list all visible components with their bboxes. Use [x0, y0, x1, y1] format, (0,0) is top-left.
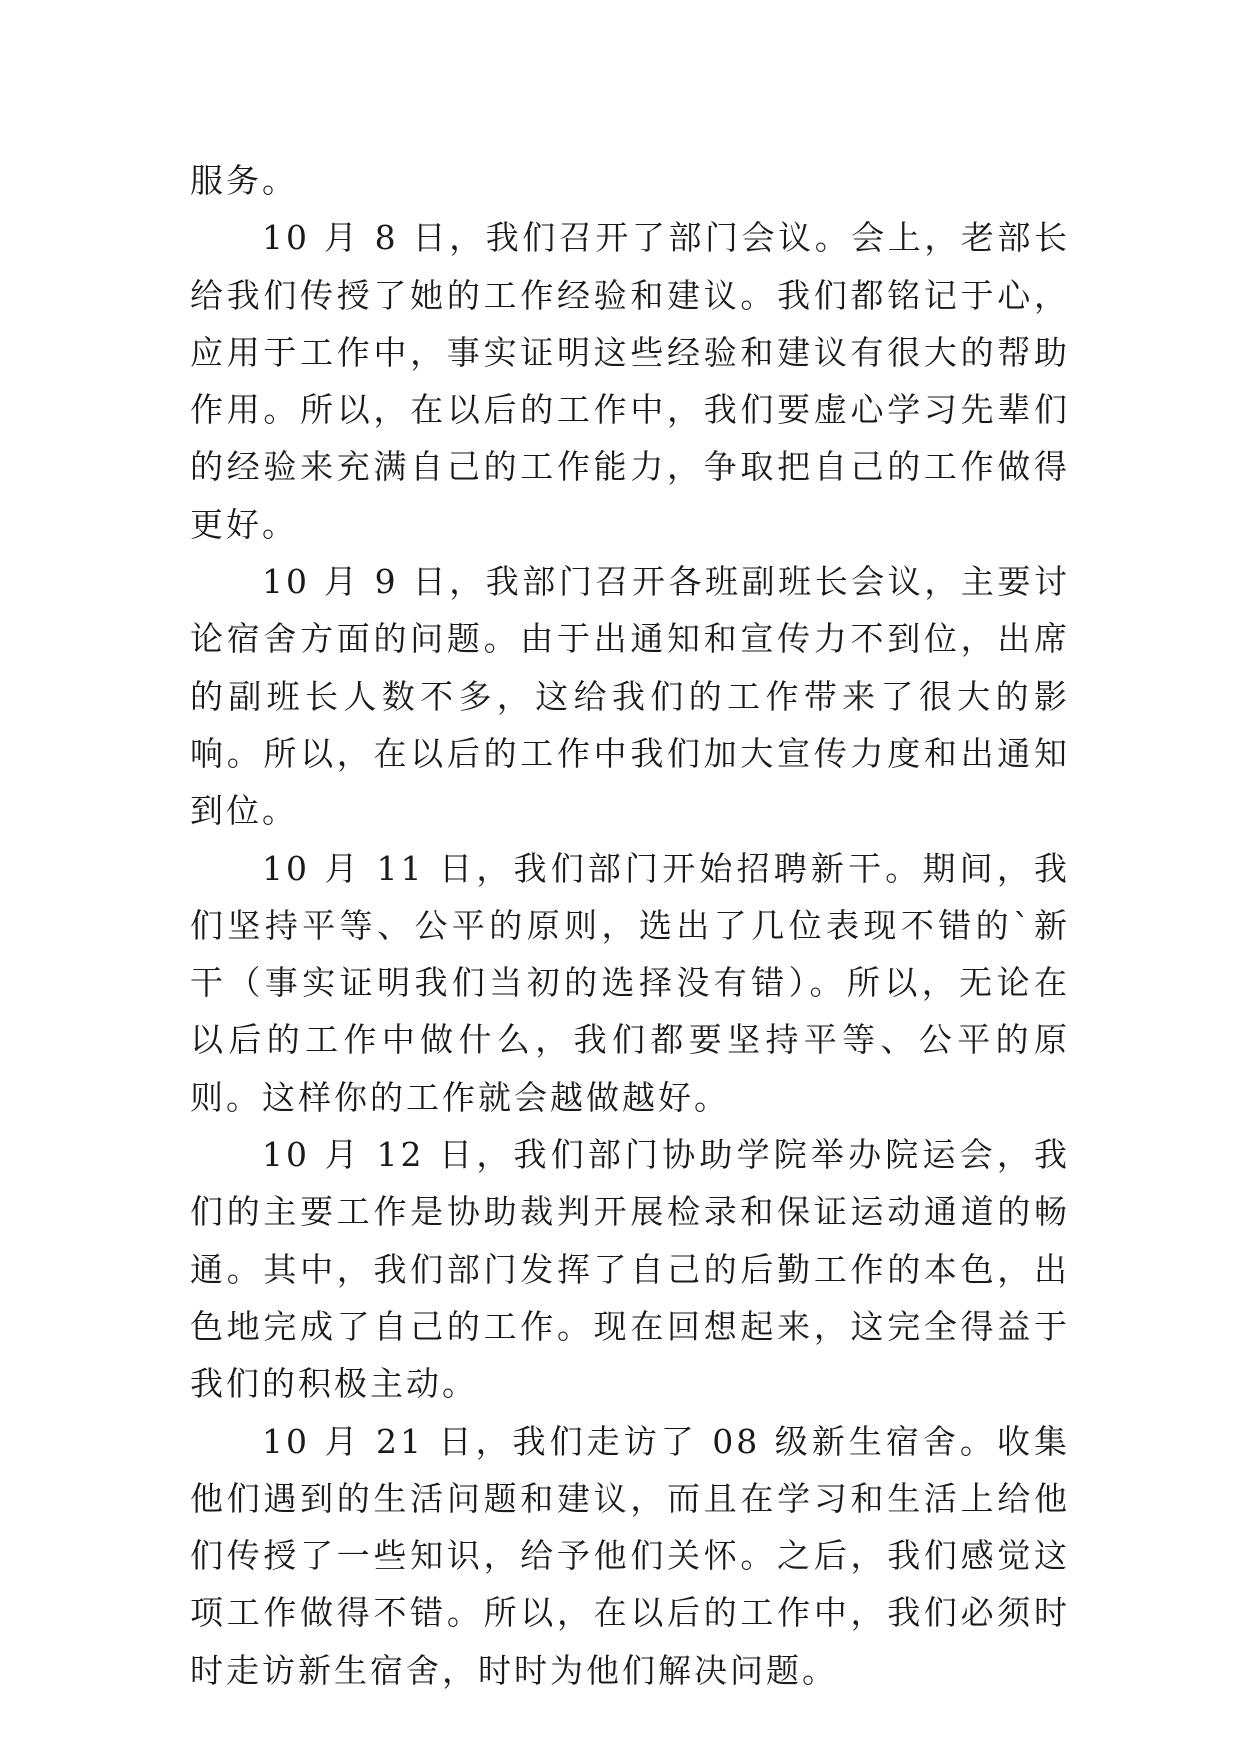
paragraph-oct-12: 10 月 12 日，我们部门协助学院举办院运会，我们的主要工作是协助裁判开展检录和保证运动通道的畅通。其中，我们部门发挥了自己的后勤工作的本色，出色地完成了自己的工作。现在回想起来，这完全得益于我们的积极主动。	[190, 1135, 1070, 1404]
paragraph-oct-9: 10 月 9 日，我部门召开各班副班长会议，主要讨论宿舍方面的问题。由于出通知和宣传力不到位，出席的副班长人数不多，这给我们的工作带来了很大的影响。所以，在以后的工作中我们加大宣传力度和出通知到位。	[190, 562, 1070, 831]
paragraph-oct-11: 10 月 11 日，我们部门开始招聘新干。期间，我们坚持平等、公平的原则，选出了几位表现不错的`新干（事实证明我们当初的选择没有错）。所以，无论在以后的工作中做什么，我们都要坚持平等、公平的原则。这样你的工作就会越做越好。	[190, 848, 1070, 1117]
paragraph-oct-8: 10 月 8 日，我们召开了部门会议。会上，老部长给我们传授了她的工作经验和建议。我们都铭记于心，应用于工作中，事实证明这些经验和建议有很大的帮助作用。所以，在以后的工作中，我们要虚心学习先辈们的经验来充满自己的工作能力，争取把自己的工作做得更好。	[190, 218, 1070, 544]
paragraph-continuation: 服务。	[190, 161, 298, 200]
paragraph-oct-21: 10 月 21 日，我们走访了 08 级新生宿舍。收集他们遇到的生活问题和建议，而且在学习和生活上给他们传授了一些知识，给予他们关怀。之后，我们感觉这项工作做得不错。所以，在以后的工作中，我们必须时时走访新生宿舍，时时为他们解决问题。	[190, 1421, 1070, 1690]
document-body	[190, 152, 1070, 1699]
